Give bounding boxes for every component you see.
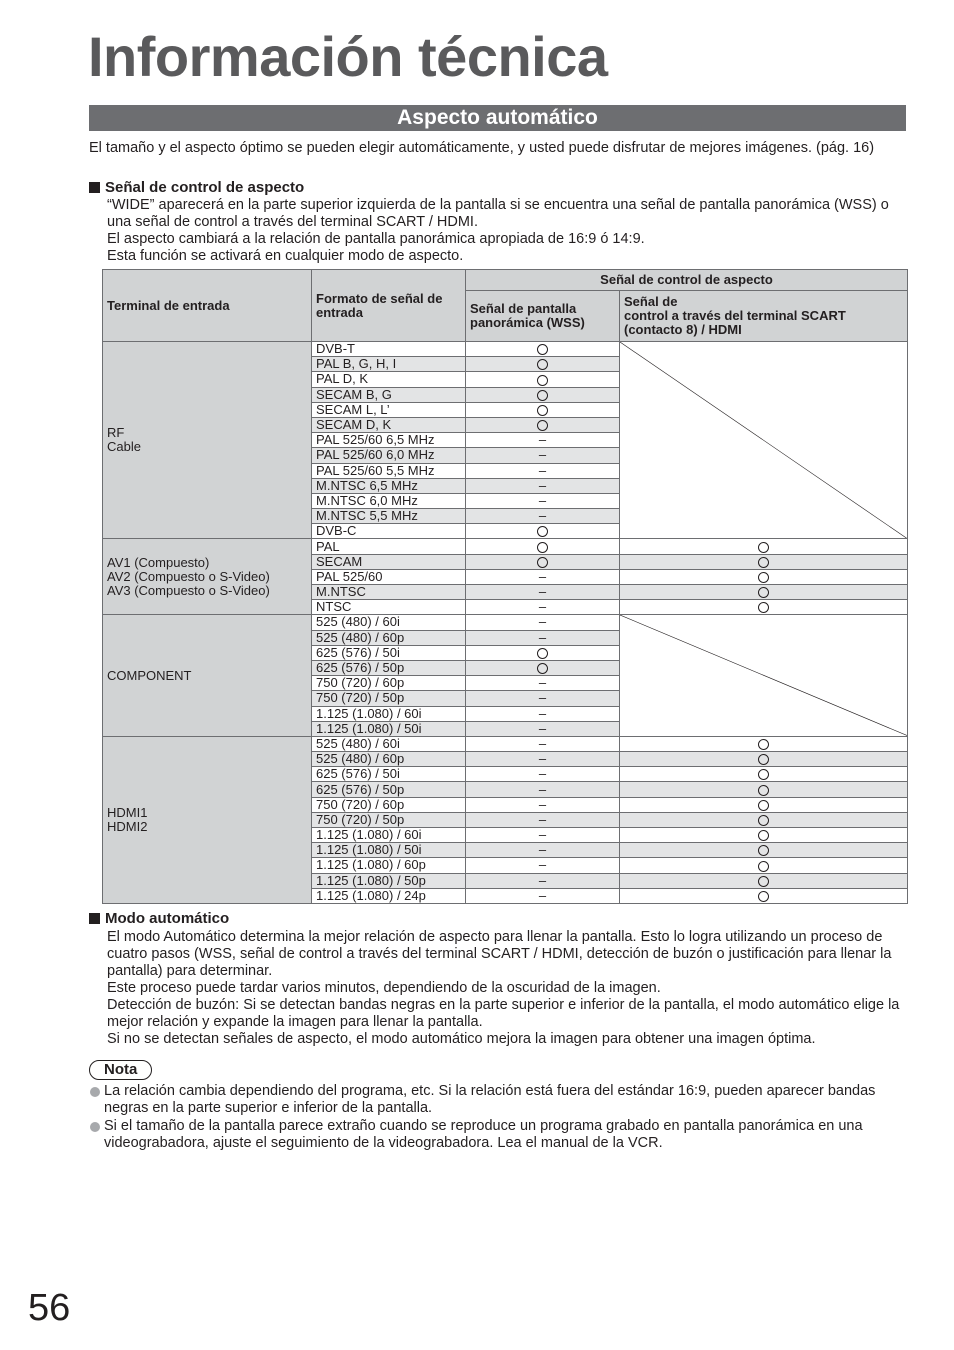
header-wss: Señal de pantalla panorámica (WSS) (466, 291, 620, 342)
scart-cell (620, 539, 908, 554)
scart-cell (620, 797, 908, 812)
circle-mark-icon (758, 785, 769, 796)
signal-line: El aspecto cambiará a la relación de pantalla panorámica apropiada de 16:9 ó 14:9. (107, 231, 645, 247)
format-cell: 625 (576) / 50i (312, 767, 466, 782)
terminal-label: AV1 (Compuesto) (107, 554, 210, 570)
format-cell: 1.125 (1.080) / 60p (312, 858, 466, 873)
format-cell: PAL (312, 539, 466, 554)
note-item: Si el tamaño de la pantalla parece extraño cuando se reproduce un programa grabado en pantalla panorámica en una videograbadora, ajuste el seguimiento de la videograbadora. Lea el manual de la VCR. (89, 1118, 904, 1152)
format-cell: 525 (480) / 60i (312, 736, 466, 751)
format-cell: 525 (480) / 60p (312, 630, 466, 645)
terminal-label: AV3 (Compuesto o S-Video) (107, 582, 270, 598)
format-cell: SECAM L, L’ (312, 402, 466, 417)
format-cell: 1.125 (1.080) / 60i (312, 828, 466, 843)
circle-mark-icon (537, 542, 548, 553)
terminal-label: RF (107, 425, 125, 441)
bullet-dot-icon (90, 1122, 100, 1132)
wss-cell (466, 554, 620, 569)
format-cell: 525 (480) / 60i (312, 615, 466, 630)
wss-cell (466, 660, 620, 675)
format-cell: PAL 525/60 6,5 MHz (312, 433, 466, 448)
circle-mark-icon (758, 800, 769, 811)
auto-line: Si no se detectan señales de aspecto, el modo automático mejora la imagen para obtener una imagen óptima. (107, 1031, 816, 1047)
auto-line: Detección de buzón: Si se detectan bandas negras en la parte superior e inferior de la pantalla, el modo automático elige la mejor relación y expande la imagen para llenar la pantalla. (107, 997, 900, 1030)
terminal-label: HDMI1 (107, 804, 148, 820)
format-cell: 1.125 (1.080) / 50i (312, 721, 466, 736)
format-cell: 625 (576) / 50p (312, 782, 466, 797)
wss-cell: – (466, 797, 620, 812)
circle-mark-icon (758, 815, 769, 826)
circle-mark-icon (758, 542, 769, 553)
wss-cell: – (466, 782, 620, 797)
wss-cell: – (466, 585, 620, 600)
scart-cell (620, 858, 908, 873)
scart-cell (620, 767, 908, 782)
intro-paragraph: El tamaño y el aspecto óptimo se pueden elegir automáticamente, y usted puede disfrutar de mejores imágenes. (pág. 16) (89, 140, 875, 156)
wss-cell (466, 417, 620, 432)
wss-cell: – (466, 873, 620, 888)
format-cell: 1.125 (1.080) / 50p (312, 873, 466, 888)
terminal-cell (103, 539, 312, 615)
header-scart: Señal de control a través del terminal SCART (contacto 8) / HDMI (620, 291, 908, 342)
diagonal-line-icon (620, 342, 907, 538)
table-row (103, 615, 908, 630)
scart-cell (620, 752, 908, 767)
scart-cell (620, 585, 908, 600)
format-cell: M.NTSC (312, 585, 466, 600)
wss-cell (466, 387, 620, 402)
scart-cell (620, 843, 908, 858)
format-cell: PAL D, K (312, 372, 466, 387)
format-cell: PAL 525/60 6,0 MHz (312, 448, 466, 463)
circle-mark-icon (537, 405, 548, 416)
scart-cell (620, 873, 908, 888)
wss-cell: – (466, 767, 620, 782)
format-cell: M.NTSC 5,5 MHz (312, 509, 466, 524)
table-row (103, 539, 908, 554)
wss-cell: – (466, 493, 620, 508)
page-number: 56 (28, 1287, 71, 1329)
format-cell: DVB-T (312, 342, 466, 357)
terminal-label: Cable (107, 439, 141, 455)
wss-cell: – (466, 828, 620, 843)
wss-cell: – (466, 600, 620, 615)
wss-cell (466, 524, 620, 539)
table-row (103, 736, 908, 751)
circle-mark-icon (537, 420, 548, 431)
scart-cell (620, 569, 908, 584)
auto-section-body (107, 929, 907, 1048)
format-cell: 625 (576) / 50i (312, 645, 466, 660)
signal-section-heading: Señal de control de aspecto (89, 179, 304, 196)
terminal-label: HDMI2 (107, 818, 148, 834)
format-cell: M.NTSC 6,5 MHz (312, 478, 466, 493)
wss-cell (466, 539, 620, 554)
page-title: Información técnica (88, 25, 608, 88)
wss-cell: – (466, 433, 620, 448)
format-cell: 750 (720) / 60p (312, 797, 466, 812)
circle-mark-icon (758, 861, 769, 872)
scart-cell (620, 600, 908, 615)
format-cell: 750 (720) / 50p (312, 691, 466, 706)
not-applicable-cell (620, 615, 908, 737)
scart-cell (620, 736, 908, 751)
square-bullet-icon (89, 182, 100, 193)
terminal-cell (103, 342, 312, 539)
circle-mark-icon (758, 602, 769, 613)
wss-cell: – (466, 478, 620, 493)
format-cell: PAL 525/60 (312, 569, 466, 584)
wss-cell: – (466, 812, 620, 827)
format-cell: 525 (480) / 60p (312, 752, 466, 767)
scart-cell (620, 782, 908, 797)
circle-mark-icon (758, 557, 769, 568)
diagonal-line-icon (620, 615, 907, 736)
section-banner: Aspecto automático (89, 105, 906, 131)
wss-cell: – (466, 843, 620, 858)
wss-cell: – (466, 676, 620, 691)
format-cell: SECAM D, K (312, 417, 466, 432)
circle-mark-icon (537, 344, 548, 355)
circle-mark-icon (758, 830, 769, 841)
wss-cell: – (466, 858, 620, 873)
wss-cell: – (466, 463, 620, 478)
note-item: La relación cambia dependiendo del programa, etc. Si la relación está fuera del estándar 16:9, pueden aparecer bandas negras en la parte superior e inferior de la pantalla. (89, 1083, 904, 1117)
wss-cell: – (466, 448, 620, 463)
circle-mark-icon (758, 739, 769, 750)
format-cell: 1.125 (1.080) / 50i (312, 843, 466, 858)
format-cell: 1.125 (1.080) / 60i (312, 706, 466, 721)
header-format: Formato de señal de entrada (312, 270, 466, 342)
scart-cell (620, 828, 908, 843)
aspect-signal-table (102, 269, 908, 904)
wss-cell: – (466, 509, 620, 524)
circle-mark-icon (537, 663, 548, 674)
format-cell: NTSC (312, 600, 466, 615)
wss-cell: – (466, 630, 620, 645)
wss-cell (466, 342, 620, 357)
format-cell: 625 (576) / 50p (312, 660, 466, 675)
not-applicable-cell (620, 342, 908, 539)
wss-cell (466, 357, 620, 372)
wss-cell: – (466, 691, 620, 706)
table-row (103, 342, 908, 357)
signal-line: “WIDE” aparecerá en la parte superior izquierda de la pantalla si se encuentra una señal de pantalla panorámica (WSS) o una señal de control a través del terminal SCART / HDMI. (107, 197, 889, 230)
circle-mark-icon (758, 876, 769, 887)
notes-list (89, 1083, 904, 1153)
format-cell: 750 (720) / 60p (312, 676, 466, 691)
wss-cell (466, 372, 620, 387)
scart-cell (620, 812, 908, 827)
circle-mark-icon (758, 891, 769, 902)
wss-cell (466, 645, 620, 660)
square-bullet-icon (89, 913, 100, 924)
scart-cell (620, 554, 908, 569)
wss-cell (466, 402, 620, 417)
nota-label: Nota (89, 1060, 152, 1080)
terminal-label: COMPONENT (107, 667, 192, 683)
circle-mark-icon (537, 359, 548, 370)
wss-cell: – (466, 888, 620, 903)
header-group: Señal de control de aspecto (466, 270, 908, 291)
wss-cell: – (466, 706, 620, 721)
format-cell: DVB-C (312, 524, 466, 539)
wss-cell: – (466, 615, 620, 630)
format-cell: SECAM (312, 554, 466, 569)
scart-cell (620, 888, 908, 903)
format-cell: 750 (720) / 50p (312, 812, 466, 827)
terminal-label: AV2 (Compuesto o S-Video) (107, 568, 270, 584)
circle-mark-icon (537, 648, 548, 659)
terminal-cell (103, 615, 312, 737)
auto-section-heading: Modo automático (89, 910, 229, 927)
wss-cell: – (466, 752, 620, 767)
format-cell: 1.125 (1.080) / 24p (312, 888, 466, 903)
auto-line: El modo Automático determina la mejor relación de aspecto para llenar la pantalla. Esto lo logra utilizando un proceso de cuatro pasos (WSS, señal de control a través del terminal SCART / HDMI, detección de buzón o justificación para llenar la pantalla) para determinar. (107, 929, 892, 979)
signal-section-body (107, 197, 907, 265)
header-terminal: Terminal de entrada (103, 270, 312, 342)
circle-mark-icon (537, 526, 548, 537)
wss-cell: – (466, 569, 620, 584)
circle-mark-icon (537, 375, 548, 386)
format-cell: PAL B, G, H, I (312, 357, 466, 372)
circle-mark-icon (537, 390, 548, 401)
table-body (103, 342, 908, 904)
circle-mark-icon (758, 587, 769, 598)
circle-mark-icon (758, 754, 769, 765)
circle-mark-icon (758, 845, 769, 856)
auto-line: Este proceso puede tardar varios minutos, dependiendo de la oscuridad de la imagen. (107, 980, 661, 996)
signal-line: Esta función se activará en cualquier modo de aspecto. (107, 248, 464, 264)
circle-mark-icon (758, 769, 769, 780)
bullet-dot-icon (90, 1087, 100, 1097)
circle-mark-icon (537, 557, 548, 568)
circle-mark-icon (758, 572, 769, 583)
format-cell: M.NTSC 6,0 MHz (312, 493, 466, 508)
terminal-cell (103, 736, 312, 903)
format-cell: SECAM B, G (312, 387, 466, 402)
wss-cell: – (466, 721, 620, 736)
format-cell: PAL 525/60 5,5 MHz (312, 463, 466, 478)
wss-cell: – (466, 736, 620, 751)
